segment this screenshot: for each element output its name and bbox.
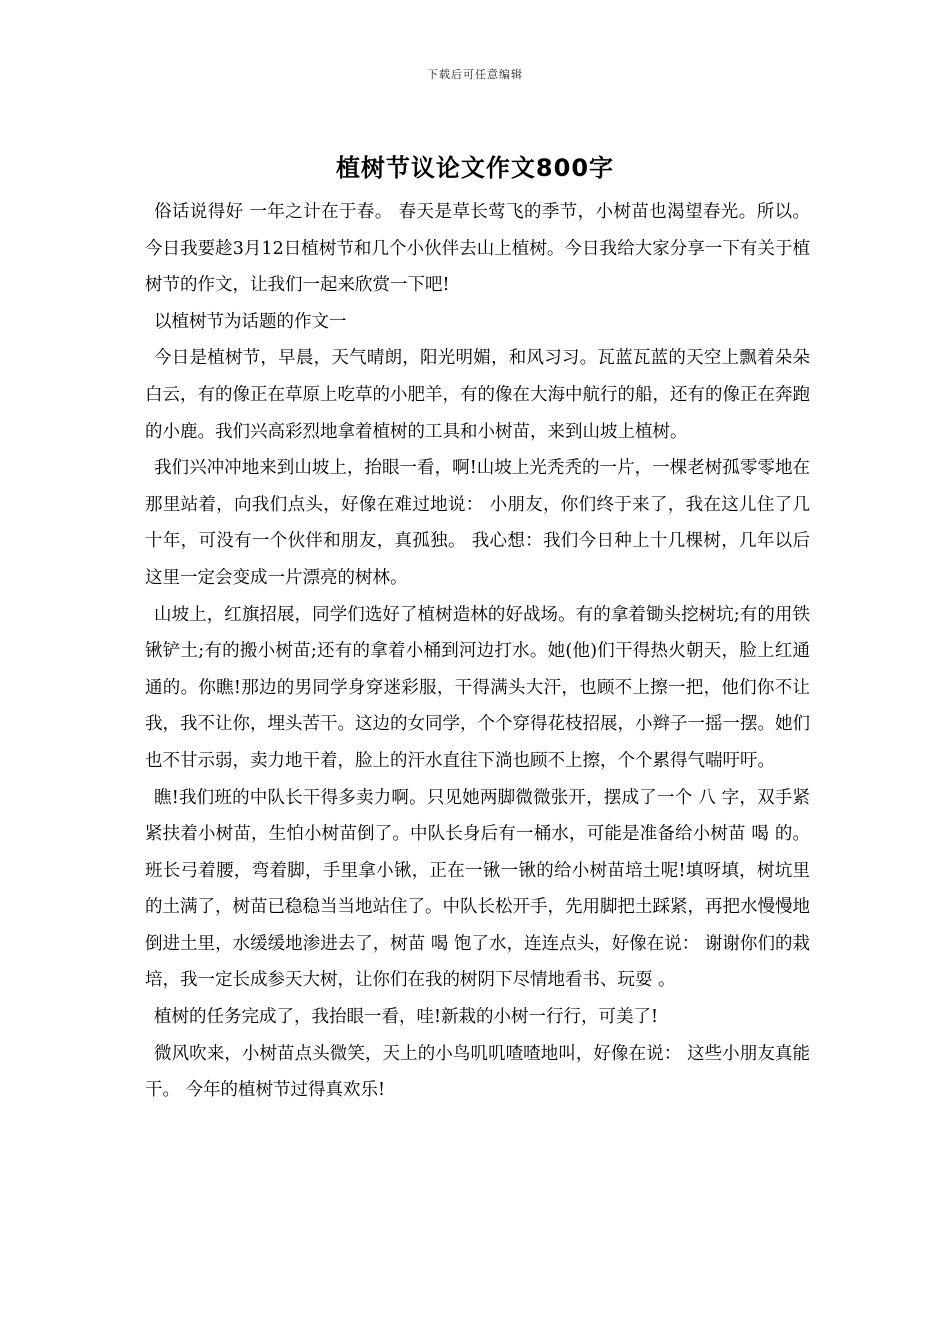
header-note: 下载后可任意编辑 [427,68,523,81]
essay-title: 植树节议论文作文800字 [335,154,615,182]
paragraph-squad-leader: 瞧!我们班的中队长干得多卖力啊。只见她两脚微微张开，摆成了一个 八 字，双手紧紧扶着小树苗，生怕小树苗倒了。中队长身后有一桶水，可能是准备给小树苗 喝 的。班长弓着腰，弯着脚，手里拿小锹，正在一锹一锹的给小树苗培土呢!填呀填，树坑里的土满了，树苗已稳稳当当地站住了。中队长松开手，先用脚把土踩紧，再把水慢慢地倒进土里，水缓缓地渗进去了，树苗 喝 饱了水，连连点头，好像在说： 谢谢你们的栽培，我一定长成参天大树，让你们在我的树阴下尽情地看书、玩耍 。 [145,787,810,991]
paragraph-intro: 俗话说得好 一年之计在于春。 春天是草长莺飞的季节，小树苗也渴望春光。所以。今日我要趁3月12日植树节和几个小伙伴去山上植树。今日我给大家分享一下有关于植树节的作文，让我们一起来欣赏一下吧! [145,202,810,296]
paragraph-planting-scene: 山坡上，红旗招展，同学们选好了植树造林的好战场。有的拿着锄头挖树坑;有的用铁锹铲土;有的搬小树苗;还有的拿着小桶到河边打水。她(他)们干得热火朝天，脸上红通通的。你瞧!那边的男同学身穿迷彩服，干得满头大汗，也顾不上擦一把，他们你不让我，我不让你，埋头苦干。这边的女同学，个个穿得花枝招展，小辫子一摇一摆。她们也不甘示弱，卖力地干着，脸上的汗水直往下淌也顾不上擦，个个累得气喘吁吁。 [145,604,810,771]
paragraph-conclusion: 微风吹来，小树苗点头微笑，天上的小鸟叽叽喳喳地叫，好像在说： 这些小朋友真能干。 今年的植树节过得真欢乐! [145,1043,810,1101]
paragraph-weather: 今日是植树节，早晨，天气晴朗，阳光明媚，和风习习。瓦蓝瓦蓝的天空上飘着朵朵白云，有的像正在草原上吃草的小肥羊，有的像在大海中航行的船，还有的像正在奔跑的小鹿。我们兴高彩烈地拿着植树的工具和小树苗，来到山坡上植树。 [145,348,810,442]
paragraph-old-tree: 我们兴冲冲地来到山坡上，抬眼一看，啊!山坡上光秃秃的一片，一棵老树孤零零地在那里站着，向我们点头，好像在难过地说： 小朋友，你们终于来了，我在这儿住了几十年，可没有一个伙伴和朋友，真孤独。 我心想：我们今日种上十几棵树，几年以后这里一定会变成一片漂亮的树林。 [145,458,810,588]
paragraph-task-complete: 植树的任务完成了，我抬眼一看，哇!新栽的小树一行行，可美了! [154,1007,659,1028]
essay-body [145,194,810,1109]
paragraph-subheading: 以植树节为话题的作文一 [154,311,347,332]
